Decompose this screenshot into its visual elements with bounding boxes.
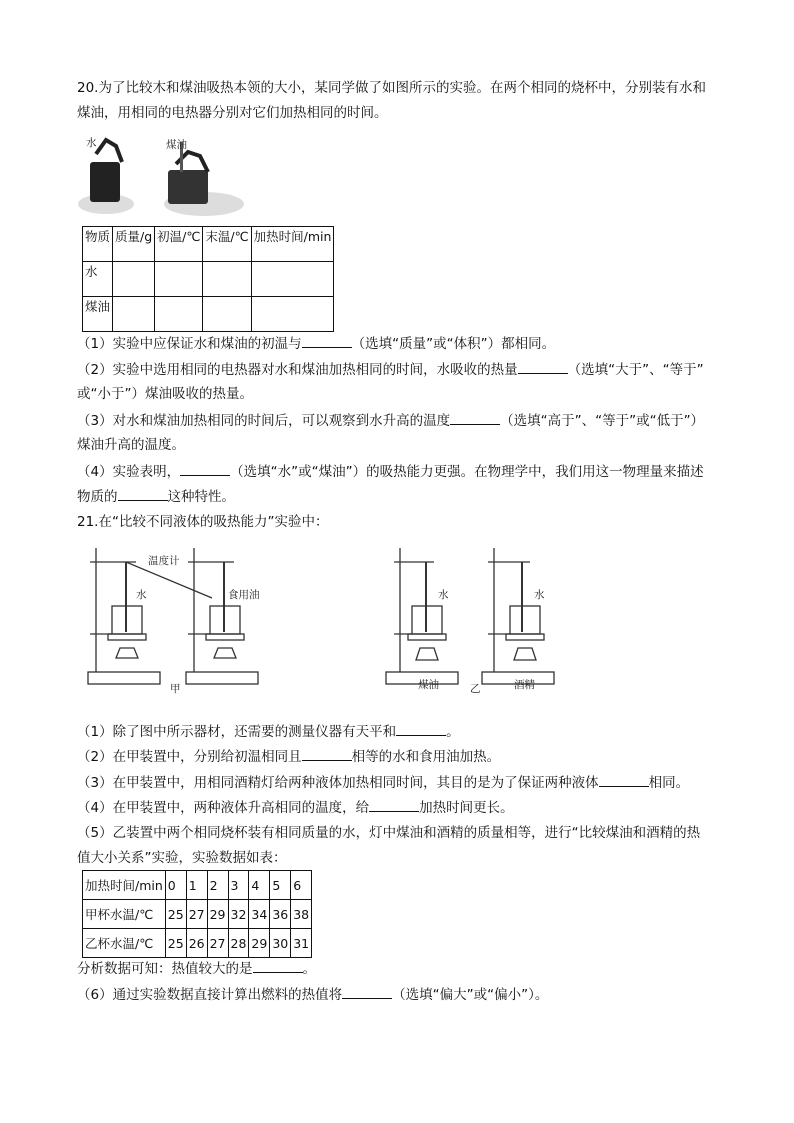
answer-blank[interactable] [518,359,568,374]
q20-sub1-text-b: （选填“质量”或“体积”）都相同。 [351,336,556,352]
table-cell [155,297,203,332]
table-cell: 31 [291,929,312,958]
table-cell: 乙杯水温/℃ [83,929,166,958]
table-cell: 0 [165,871,186,900]
q21-sub5-text-c: 分析数据可知：热值较大的是 [77,961,253,977]
table-cell: 27 [207,929,228,958]
table-cell: 甲杯水温/℃ [83,900,166,929]
table-cell: 5 [270,871,291,900]
fig-label-kerosene: 煤油 [166,139,187,151]
table-cell: 32 [228,900,249,929]
q21-apparatus-figure [82,540,562,700]
table-cell: 3 [228,871,249,900]
table-cell [251,262,334,297]
q21-sub5-line2: 值大小关系”实验，实验数据如表： [77,850,287,866]
table-cell: 26 [186,929,207,958]
water-beaker-icon [90,162,120,202]
table-cell: 6 [291,871,312,900]
q20-sub1-text: （1）实验中应保证水和煤油的初温与 [77,336,302,352]
q20-intro-line1: 20.为了比较木和煤油吸热本领的大小，某同学做了如图所示的实验。在两个相同的烧杯中，分别装有水和 [77,80,706,96]
q20-sub2-cont: 或“小于”）煤油吸收的热量。 [77,386,253,402]
table-cell: 30 [270,929,291,958]
q21-sub5-conclusion [77,958,316,979]
table-row [83,871,312,900]
table-cell: 加热时间/min [83,871,166,900]
table-cell: 38 [291,900,312,929]
table-cell: 煤油 [83,297,113,332]
table-cell [155,262,203,297]
table-row [83,900,312,929]
q21-sub5-line1: （5）乙装置中两个相同烧杯装有相同质量的水，灯中煤油和酒精的质量相等，进行“比较煤油和酒精的热 [77,825,701,841]
table-cell [203,262,251,297]
q20-sub4-text: （4）实验表明， [77,464,181,480]
table-row [83,262,334,297]
q21-sub4 [77,797,514,818]
table-row [83,297,334,332]
q21-sub4-text: （4）在甲装置中，两种液体升高相同的温度，给 [77,800,370,816]
q21-sub1-text-b: 。 [446,724,460,740]
fig-label-water-b: 水 [438,589,449,601]
q20-sub3-cont: 煤油升高的温度。 [77,437,185,453]
q20-data-table [82,226,334,332]
answer-blank[interactable] [302,746,352,761]
table-cell: 28 [228,929,249,958]
table-cell: 水 [83,262,113,297]
table-cell: 25 [165,900,186,929]
fig-label-alcohol: 酒精 [514,679,535,691]
table-row [83,929,312,958]
table-cell [251,297,334,332]
table-cell: 36 [270,900,291,929]
q20-sub4 [77,461,704,482]
q20-beakers-figure [76,132,256,218]
table-cell [203,297,251,332]
q20-sub4-cont [77,486,235,507]
answer-blank[interactable] [369,797,419,812]
answer-blank[interactable] [180,461,230,476]
table-row [83,227,334,262]
table-header-cell: 末温/℃ [203,227,251,262]
table-cell: 34 [249,900,270,929]
fig-label-kerosene: 煤油 [418,679,439,691]
fig-label-thermometer: 温度计 [148,555,180,567]
q21-sub6 [77,984,548,1005]
q20-sub4-text-c: 物质的 [77,489,118,505]
q21-sub3-text: （3）在甲装置中，用相同酒精灯给两种液体加热相同时间，其目的是为了保证两种液体 [77,775,599,791]
answer-blank[interactable] [450,410,500,425]
q20-sub3 [77,410,704,431]
table-header-cell: 加热时间/min [251,227,334,262]
table-cell: 29 [249,929,270,958]
table-header-cell: 物质 [83,227,113,262]
q20-sub1 [77,333,555,354]
table-cell: 27 [186,900,207,929]
q21-sub6-text-b: （选填“偏大”或“偏小”）。 [392,987,549,1003]
answer-blank[interactable] [118,486,168,501]
table-header-cell: 初温/℃ [155,227,203,262]
table-cell [113,262,155,297]
q20-sub3-text-b: （选填“高于”、“等于”或“低于”） [500,413,705,429]
kerosene-beaker-icon [168,170,208,204]
q21-sub5-text-d: 。 [302,961,316,977]
q20-sub3-text: （3）对水和煤油加热相同的时间后，可以观察到水升高的温度 [77,413,451,429]
table-cell: 4 [249,871,270,900]
answer-blank[interactable] [396,721,446,736]
fig-label-cooking-oil: 食用油 [228,589,260,601]
q21-sub2-text: （2）在甲装置中，分别给初温相同且 [77,749,302,765]
table-cell [113,297,155,332]
q21-sub1-text: （1）除了图中所示器材，还需要的测量仪器有天平和 [77,724,397,740]
table-cell: 1 [186,871,207,900]
fig-label-jia: 甲 [170,683,181,695]
answer-blank[interactable] [342,984,392,999]
table-cell: 29 [207,900,228,929]
q21-sub2-text-b: 相等的水和食用油加热。 [351,749,501,765]
q20-sub4-text-d: 这种特性。 [167,489,235,505]
q21-sub6-text: （6）通过实验数据直接计算出燃料的热值将 [77,987,343,1003]
q21-data-table [82,870,312,958]
answer-blank[interactable] [599,772,649,787]
q21-sub2 [77,746,500,767]
table-cell: 2 [207,871,228,900]
q21-title: 21.在“比较不同液体的吸热能力”实验中： [77,514,329,530]
q20-sub4-text-b: （选填“水”或“煤油”）的吸热能力更强。在物理学中，我们用这一物理量来描述 [230,464,704,480]
table-cell: 25 [165,929,186,958]
q21-sub1 [77,721,460,742]
q20-intro-line2: 煤油，用相同的电热器分别对它们加热相同的时间。 [77,105,388,121]
q20-sub2 [77,359,704,380]
answer-blank[interactable] [302,333,352,348]
q20-sub2-text: （2）实验中选用相同的电热器对水和煤油加热相同的时间，水吸收的热量 [77,362,518,378]
table-header-cell: 质量/g [113,227,155,262]
fig-label-water-a: 水 [136,589,147,601]
fig-label-water-c: 水 [534,589,545,601]
fig-label-yi: 乙 [470,683,481,695]
q21-sub3 [77,772,689,793]
q20-sub2-text-b: （选填“大于”、“等于” [567,362,704,378]
fig-label-water: 水 [86,137,97,149]
q21-sub4-text-b: 加热时间更长。 [419,800,514,816]
answer-blank[interactable] [253,958,303,973]
q21-sub3-text-b: 相同。 [648,775,690,791]
